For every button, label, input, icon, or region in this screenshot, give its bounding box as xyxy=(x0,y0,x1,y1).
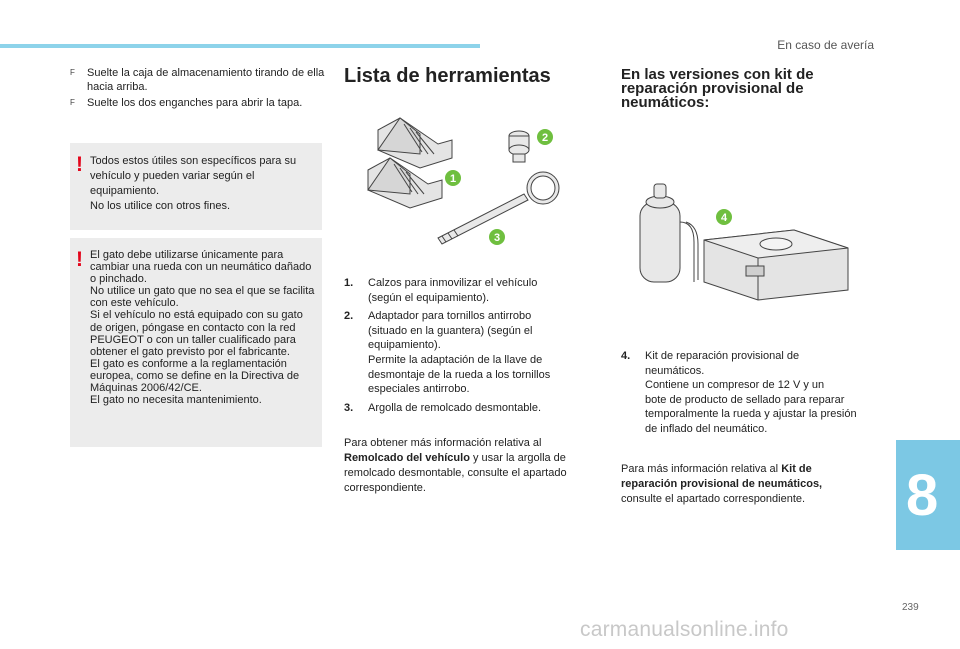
warning-icon: ! xyxy=(76,153,83,176)
warning-text: Todos estos útiles son específicos para su vehículo y pueden variar según el equipamiento. xyxy=(90,155,297,197)
item-text: Calzos para inmovilizar el vehículo (según el equipamiento). xyxy=(368,277,538,304)
item-text: Adaptador para tornillos antirrobo (situado en la guantera) (según el equipamiento). Permite la adaptación de la llave de desmontaje de la rueda a los tornillos especiales antirrobo. xyxy=(368,310,551,396)
item-text: Argolla de remolcado desmontable. xyxy=(368,401,542,414)
list-item xyxy=(344,276,584,305)
compressor-icon xyxy=(704,230,848,300)
callout-1-label: 1 xyxy=(449,173,457,185)
kit-reference-link-text: Kit de reparación provisional de neumáticos, xyxy=(621,463,823,490)
item-text: Kit de reparación provisional de neumáticos. Contiene un compresor de 12 V y un bote de producto de sellado para reparar temporalmente la rueda y ajustar la presión de inflado del neumático. xyxy=(645,350,857,435)
warning-box-tools xyxy=(70,143,322,230)
warning-icon: ! xyxy=(76,248,83,271)
paragraph-text: Para más información relativa al xyxy=(621,463,782,475)
callout-4-icon xyxy=(716,209,732,225)
callout-3-icon xyxy=(489,229,505,245)
callout-1-icon xyxy=(445,170,461,186)
item-number: 3. xyxy=(344,401,354,414)
section-title: En caso de avería xyxy=(777,38,874,52)
kit-section-title: En las versiones con kit de reparación provisional de neumáticos: xyxy=(621,66,814,111)
page-number: 239 xyxy=(902,602,919,613)
item-number: 4. xyxy=(621,350,631,362)
item-number: 2. xyxy=(344,310,354,323)
warning-text: No utilice un gato que no sea el que se facilita con este vehículo. xyxy=(90,285,315,310)
paragraph-text: consulte el apartado correspondiente. xyxy=(621,493,806,505)
warning-text: Si el vehículo no está equipado con su gato de origen, póngase en contacto con la red PEUGEOT o con un taller cualificado para obtener el gato previsto por el fabricante. xyxy=(90,309,303,358)
warning-text: No los utilice con otros fines. xyxy=(90,200,231,212)
warning-text: El gato no necesita mantenimiento. xyxy=(90,394,262,407)
tools-list xyxy=(344,276,584,419)
tools-illustration xyxy=(360,110,572,250)
watermark: carmanualsonline.info xyxy=(580,618,789,641)
tools-section-title: Lista de herramientas xyxy=(344,65,551,87)
kit-reference-paragraph xyxy=(621,462,881,507)
bullet-text: Suelte los dos enganches para abrir la tapa. xyxy=(87,97,303,109)
wheel-chock-icon xyxy=(368,118,452,208)
towing-reference-link-text: Remolcado del vehículo xyxy=(344,452,470,464)
anti-theft-adapter-icon xyxy=(509,131,529,162)
list-item xyxy=(621,349,876,437)
list-item xyxy=(70,96,325,110)
instruction-list xyxy=(70,66,325,112)
item-number: 1. xyxy=(344,277,354,289)
list-item xyxy=(344,401,584,416)
repair-kit-illustration xyxy=(634,182,854,302)
bullet-marker: F xyxy=(70,68,75,77)
warning-text: El gato es conforme a la reglamentación europea, como se define en la Directiva de Máquinas 2006/42/CE. xyxy=(90,357,300,395)
callout-2-icon xyxy=(537,129,553,145)
list-item xyxy=(70,66,325,94)
paragraph-text: Para obtener más información relativa al xyxy=(344,437,542,449)
bullet-text: Suelte la caja de almacenamiento tirando de ella hacia arriba. xyxy=(87,67,325,93)
towing-reference-paragraph xyxy=(344,436,594,496)
list-item xyxy=(344,309,584,397)
callout-3-label: 3 xyxy=(493,232,501,244)
callout-4-label: 4 xyxy=(720,212,728,224)
bullet-marker: F xyxy=(70,98,75,107)
chapter-number: 8 xyxy=(906,463,939,528)
paragraph-text: y usar la argolla de remolcado desmontable, consulte el apartado correspondiente. xyxy=(344,452,567,494)
warning-text: El gato debe utilizarse únicamente para cambiar una rueda con un neumático dañado o pinchado. xyxy=(90,249,312,286)
callout-2-label: 2 xyxy=(541,132,549,144)
kit-list xyxy=(621,349,876,441)
sealant-bottle-icon xyxy=(640,184,698,282)
warning-box-jack xyxy=(70,238,322,447)
header-accent-bar xyxy=(0,44,480,48)
